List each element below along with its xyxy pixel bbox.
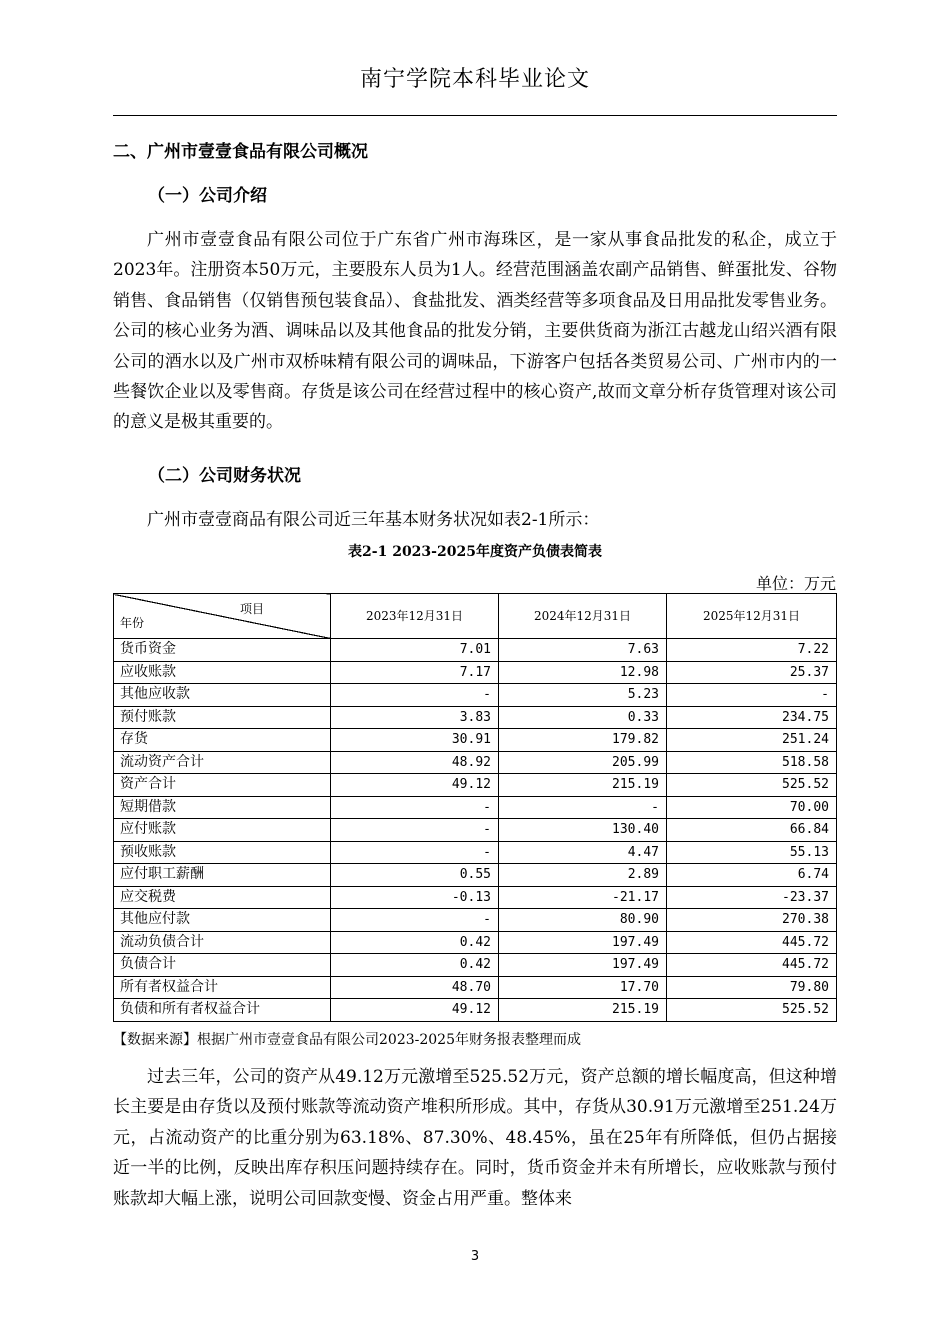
subsection-heading-intro: （一）公司介绍	[148, 186, 267, 206]
table-cell: -	[331, 841, 499, 864]
table-row	[114, 751, 837, 774]
table-cell: 205.99	[499, 751, 667, 774]
table-cell: 0.42	[331, 954, 499, 977]
table-cell: 445.72	[667, 954, 837, 977]
balance-sheet-table	[113, 593, 837, 1022]
row-label: 货币资金	[114, 639, 331, 662]
table-cell: 48.70	[331, 976, 499, 999]
table-row	[114, 954, 837, 977]
table-caption: 表2-1 2023-2025年度资产负债表简表	[348, 544, 602, 560]
row-label: 资产合计	[114, 774, 331, 797]
table-cell: 49.12	[331, 999, 499, 1022]
table-cell: 445.72	[667, 931, 837, 954]
table-cell: 215.19	[499, 774, 667, 797]
table-row	[114, 774, 837, 797]
finance-intro-paragraph: 广州市壹壹商品有限公司近三年基本财务状况如表2-1所示：	[147, 510, 600, 530]
column-header: 2025年12月31日	[667, 594, 837, 639]
table-cell: 6.74	[667, 864, 837, 887]
table-cell: 7.63	[499, 639, 667, 662]
table-cell: 7.22	[667, 639, 837, 662]
table-source-note: 【数据来源】根据广州市壹壹食品有限公司2023-2025年财务报表整理而成	[113, 1032, 581, 1048]
row-label: 应收账款	[114, 661, 331, 684]
table-cell: 5.23	[499, 684, 667, 707]
column-header: 2024年12月31日	[499, 594, 667, 639]
row-label: 预收账款	[114, 841, 331, 864]
table-cell: 251.24	[667, 729, 837, 752]
table-cell: 197.49	[499, 954, 667, 977]
table-cell: -	[331, 909, 499, 932]
row-label: 应付职工薪酬	[114, 864, 331, 887]
table-row	[114, 931, 837, 954]
row-label: 存货	[114, 729, 331, 752]
table-cell: -0.13	[331, 886, 499, 909]
row-label: 其他应收款	[114, 684, 331, 707]
table-cell: 48.92	[331, 751, 499, 774]
table-cell: 197.49	[499, 931, 667, 954]
row-label: 流动资产合计	[114, 751, 331, 774]
table-cell: -	[499, 796, 667, 819]
row-label: 负债和所有者权益合计	[114, 999, 331, 1022]
row-label: 所有者权益合计	[114, 976, 331, 999]
table-cell: 518.58	[667, 751, 837, 774]
table-row	[114, 886, 837, 909]
table-row	[114, 796, 837, 819]
row-label: 预付账款	[114, 706, 331, 729]
table-cell: -	[331, 796, 499, 819]
table-cell: 525.52	[667, 774, 837, 797]
corner-year-label: 年份	[120, 616, 145, 630]
table-cell: 12.98	[499, 661, 667, 684]
header-rule	[113, 115, 837, 116]
table-row	[114, 729, 837, 752]
table-cell: 0.42	[331, 931, 499, 954]
table-cell: 215.19	[499, 999, 667, 1022]
analysis-paragraph: 过去三年，公司的资产从49.12万元激增至525.52万元，资产总额的增长幅度高，但这种增长主要是由存货以及预付账款等流动资产堆积所形成。其中，存货从30.91万元激增至251.24万元，占流动资产的比重分别为63.18%、87.30%、48.45%，虽在25年有所降低，但仍占据接近一半的比例，反映出库存积压问题持续存在。同时，货币资金并未有所增长，应收账款与预付账款却大幅上涨，说明公司回款变慢、资金占用严重。整体来	[113, 1067, 837, 1209]
table-row	[114, 909, 837, 932]
row-label: 应交税费	[114, 886, 331, 909]
table-cell: 525.52	[667, 999, 837, 1022]
table-cell: 7.01	[331, 639, 499, 662]
table-cell: 70.00	[667, 796, 837, 819]
page-number: 3	[470, 1249, 480, 1264]
subsection-heading-finance: （二）公司财务状况	[148, 466, 301, 486]
table-cell: -23.37	[667, 886, 837, 909]
table-row	[114, 976, 837, 999]
row-label: 短期借款	[114, 796, 331, 819]
row-label: 其他应付款	[114, 909, 331, 932]
row-label: 负债合计	[114, 954, 331, 977]
table-row	[114, 999, 837, 1022]
table-cell: 4.47	[499, 841, 667, 864]
intro-paragraph: 广州市壹壹食品有限公司位于广东省广州市海珠区，是一家从事食品批发的私企，成立于2023年。注册资本50万元，主要股东人员为1人。经营范围涵盖农副产品销售、鲜蛋批发、谷物销售、食品销售（仅销售预包装食品）、食盐批发、酒类经营等多项食品及日用品批发零售业务。公司的核心业务为酒、调味品以及其他食品的批发分销，主要供货商为浙江古越龙山绍兴酒有限公司的酒水以及广州市双桥味精有限公司的调味品，下游客户包括各类贸易公司、广州市内的一些餐饮企业以及零售商。存货是该公司在经营过程中的核心资产,故而文章分析存货管理对该公司的意义是极其重要的。	[113, 230, 837, 433]
table-cell: -	[331, 819, 499, 842]
table-row	[114, 639, 837, 662]
table-cell: -	[667, 684, 837, 707]
table-cell: 30.91	[331, 729, 499, 752]
table-cell: 55.13	[667, 841, 837, 864]
table-cell: 79.80	[667, 976, 837, 999]
table-cell: 130.40	[499, 819, 667, 842]
table-cell: 80.90	[499, 909, 667, 932]
table-row	[114, 864, 837, 887]
row-label: 应付账款	[114, 819, 331, 842]
table-cell: 17.70	[499, 976, 667, 999]
table-cell: 49.12	[331, 774, 499, 797]
table-cell: 0.55	[331, 864, 499, 887]
table-cell: -21.17	[499, 886, 667, 909]
column-header: 2023年12月31日	[331, 594, 499, 639]
table-cell: 2.89	[499, 864, 667, 887]
table-cell: 270.38	[667, 909, 837, 932]
table-cell: 7.17	[331, 661, 499, 684]
table-cell: 3.83	[331, 706, 499, 729]
corner-item-label: 项目	[239, 602, 264, 616]
table-header-row	[114, 594, 837, 639]
table-row	[114, 841, 837, 864]
table-unit: 单位：万元	[755, 574, 836, 593]
table-corner-cell	[114, 594, 331, 639]
table-cell: 234.75	[667, 706, 837, 729]
table-cell: -	[331, 684, 499, 707]
table-row	[114, 819, 837, 842]
table-cell: 25.37	[667, 661, 837, 684]
table-row	[114, 706, 837, 729]
table-row	[114, 661, 837, 684]
row-label: 流动负债合计	[114, 931, 331, 954]
section-heading: 二、广州市壹壹食品有限公司概况	[113, 142, 368, 162]
table-cell: 66.84	[667, 819, 837, 842]
table-row	[114, 684, 837, 707]
table-cell: 0.33	[499, 706, 667, 729]
page-header-title: 南宁学院本科毕业论文	[359, 67, 590, 92]
table-cell: 179.82	[499, 729, 667, 752]
